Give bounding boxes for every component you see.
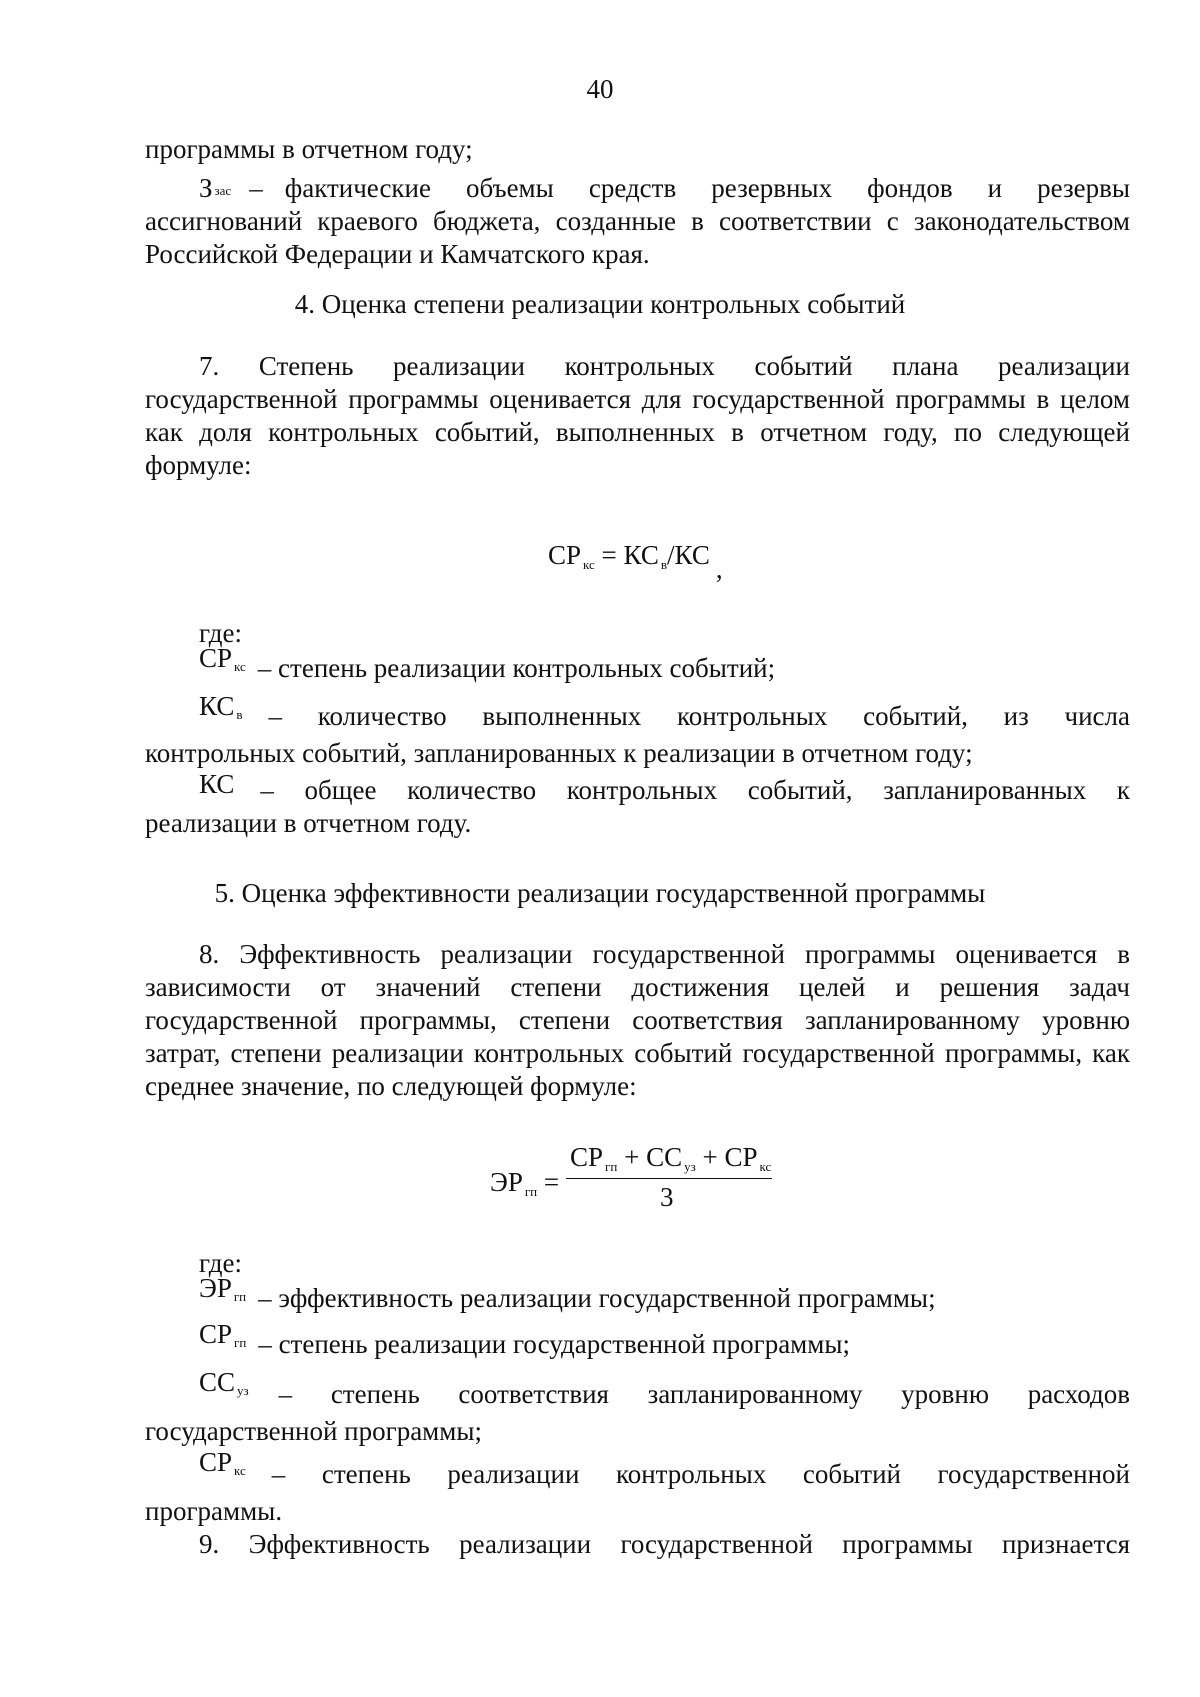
page-number: 40 [586, 74, 614, 104]
symbol-sub: гп [234, 1335, 247, 1350]
definition-z-line1 [145, 172, 1130, 209]
formula-1 [548, 539, 723, 584]
f1-slash: / [667, 540, 675, 570]
f2-lhs: ЭР [490, 1167, 523, 1197]
formula-2 [490, 1141, 790, 1221]
symbol-z-sub: зас [214, 183, 232, 198]
symbol-sub: гп [233, 1289, 247, 1304]
f1-lhs: СР [548, 540, 582, 570]
definition-cc-uz [145, 1367, 1130, 1448]
symbol-kc [199, 769, 235, 807]
symbol-er-gp [199, 1273, 247, 1319]
definition-text: – общее количество контрольных событий, запланированных к [260, 775, 1130, 805]
symbol-sub: в [236, 707, 243, 722]
f2-lhs-sub: гп [524, 1184, 538, 1199]
f2-n2: СС [646, 1142, 683, 1172]
symbol-z-main: З [199, 173, 213, 203]
f1-rhs-b: КС [674, 540, 710, 570]
paragraph-7: 7. Степень реализации контрольных событий плана реализации государственной программы оценивается для государственной программы в целом как доля контрольных событий, выполненных в отчетном году, по следующей формуле: [145, 351, 1130, 480]
where-label-2: где: [199, 1248, 242, 1278]
symbol-main: СС [199, 1367, 236, 1397]
symbol-cp-kc [199, 643, 246, 689]
f2-n1: СР [570, 1142, 604, 1172]
symbol-main: КС [199, 691, 235, 721]
symbol-z [199, 172, 231, 209]
symbol-cc-uz [199, 1367, 249, 1415]
symbol-main: СР [199, 643, 233, 673]
definition-cp-kc [145, 643, 1130, 689]
symbol-kc-v [199, 691, 243, 737]
definition-continuation: программы. [145, 1496, 283, 1526]
definition-z-text: фактические объемы средств резервных фондов и резервы [284, 173, 1130, 203]
where-label-1: где: [199, 618, 242, 648]
definition-text: – количество выполненных контрольных событий, из числа [268, 701, 1130, 731]
f2-n1-sub: гп [605, 1159, 618, 1174]
definition-er-gp [145, 1273, 1130, 1319]
f2-plus1: + [617, 1142, 647, 1172]
f2-n3: СР [724, 1142, 758, 1172]
f2-numerator [570, 1141, 771, 1178]
definition-cp-gp [145, 1319, 1130, 1365]
definition-continuation: контрольных событий, запланированных к реализации в отчетном году; [145, 738, 973, 768]
definition-cp-kc-2 [145, 1447, 1130, 1528]
paragraph-8: 8. Эффективность реализации государственной программы оценивается в зависимости от значений степени достижения целей и решения задач государственной программы, степени соответствия запланированному уровню затрат, степени реализации контрольных событий государственной программы, как среднее значение, по следующей формуле: [145, 939, 1130, 1101]
definition-text: – степень реализации контрольных событий; [257, 653, 776, 683]
definition-z-rest: ассигнований краевого бюджета, созданные в соответствии с законодательством Российской Федерации и Камчатского края. [145, 206, 1130, 269]
definition-continuation: государственной программы; [145, 1416, 482, 1446]
definition-text: – степень соответствия запланированному уровню расходов [278, 1379, 1130, 1409]
f2-lhs-group [490, 1166, 559, 1203]
f1-comma: , [715, 554, 723, 584]
definition-continuation: реализации в отчетном году. [145, 808, 472, 838]
definition-dash: – [249, 173, 263, 203]
f2-denominator: 3 [660, 1182, 674, 1212]
symbol-cp-gp [199, 1319, 247, 1365]
symbol-sub: кс [234, 1463, 246, 1478]
paragraph-continuation: программы в отчетном году; [145, 134, 473, 164]
symbol-main: СР [199, 1319, 233, 1349]
f2-n3-sub: кс [759, 1159, 772, 1174]
definition-text: – степень реализации контрольных событий государственной [271, 1459, 1130, 1489]
f2-plus2: + [695, 1142, 725, 1172]
symbol-sub: кс [234, 659, 246, 674]
definition-text: – эффективность реализации государственной программы; [258, 1283, 936, 1313]
symbol-sub: уз [237, 1383, 249, 1398]
symbol-main: СР [199, 1447, 233, 1477]
f1-rhs-a: КС [623, 540, 659, 570]
definition-text: – степень реализации государственной программы; [258, 1329, 850, 1359]
f2-eq: = [537, 1167, 560, 1197]
section-5-heading: 5. Оценка эффективности реализации государственной программы [214, 878, 986, 908]
f2-n2-sub: уз [684, 1159, 696, 1174]
symbol-cp-kc-2 [199, 1447, 246, 1495]
definition-kc [145, 769, 1130, 840]
section-4-heading: 4. Оценка степени реализации контрольных событий [294, 289, 906, 319]
f1-rhs-a-sub: в [660, 557, 668, 572]
definition-kc-v [145, 691, 1130, 770]
f1-lhs-sub: кс [583, 557, 595, 572]
symbol-main: ЭР [199, 1273, 232, 1303]
f1-eq: = [594, 540, 624, 570]
paragraph-9: 9. Эффективность реализации государственной программы признается [199, 1529, 1130, 1559]
symbol-main: КС [199, 769, 235, 799]
fraction-line [566, 1178, 772, 1179]
